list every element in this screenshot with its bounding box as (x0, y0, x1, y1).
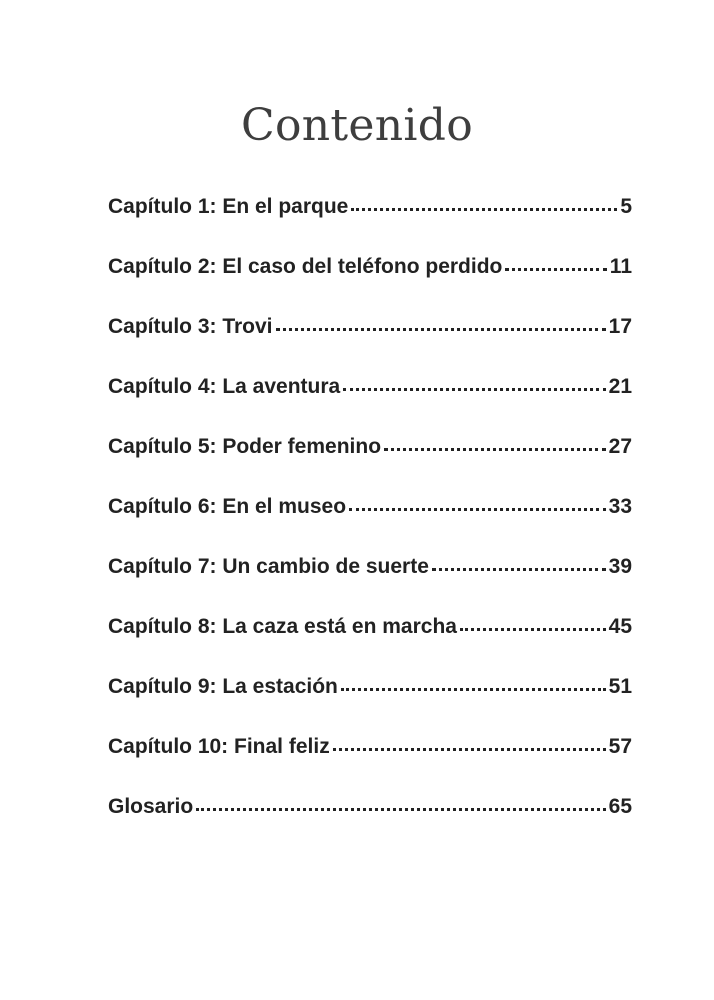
toc-entry (108, 435, 632, 495)
toc-entry (108, 555, 632, 615)
toc-entry-label: Capítulo 2: El caso del teléfono perdido (108, 255, 503, 278)
dot-leader (333, 748, 606, 751)
table-of-contents (108, 195, 632, 855)
dot-leader (349, 508, 606, 511)
toc-entry-label: Capítulo 1: En el parque (108, 195, 349, 218)
toc-entry-label: Capítulo 10: Final feliz (108, 735, 330, 758)
dot-leader (432, 568, 606, 571)
toc-entry (108, 735, 632, 795)
toc-entry-page-number: 33 (608, 495, 632, 518)
toc-entry (108, 195, 632, 255)
toc-entry-page-number: 27 (608, 435, 632, 458)
toc-entry-page-number: 21 (608, 375, 632, 398)
toc-entry-page-number: 45 (608, 615, 632, 638)
toc-entry-page-number: 5 (620, 195, 632, 218)
toc-entry (108, 495, 632, 555)
toc-entry-label: Capítulo 4: La aventura (108, 375, 341, 398)
dot-leader (196, 808, 605, 811)
toc-entry-page-number: 39 (608, 555, 632, 578)
dot-leader (276, 328, 606, 331)
dot-leader (505, 268, 606, 271)
dot-leader (384, 448, 606, 451)
dot-leader (351, 208, 617, 211)
dot-leader (460, 628, 606, 631)
toc-entry (108, 315, 632, 375)
toc-entry-label: Capítulo 8: La caza está en marcha (108, 615, 457, 638)
dot-leader (343, 388, 605, 391)
toc-entry-label: Capítulo 3: Trovi (108, 315, 273, 338)
toc-entry-label: Capítulo 7: Un cambio de suerte (108, 555, 429, 578)
dot-leader (341, 688, 606, 691)
toc-entry-page-number: 17 (608, 315, 632, 338)
toc-entry (108, 375, 632, 435)
toc-entry-page-number: 65 (608, 795, 632, 818)
toc-entry-label: Capítulo 5: Poder femenino (108, 435, 382, 458)
page-title: Contenido (241, 100, 473, 151)
toc-entry (108, 255, 632, 315)
toc-entry-page-number: 57 (608, 735, 632, 758)
toc-entry (108, 675, 632, 735)
toc-entry-page-number: 11 (609, 255, 632, 278)
toc-entry (108, 795, 632, 855)
toc-entry-label: Glosario (108, 795, 194, 818)
toc-entry-label: Capítulo 6: En el museo (108, 495, 347, 518)
toc-entry-label: Capítulo 9: La estación (108, 675, 338, 698)
toc-entry-page-number: 51 (608, 675, 632, 698)
toc-entry (108, 615, 632, 675)
